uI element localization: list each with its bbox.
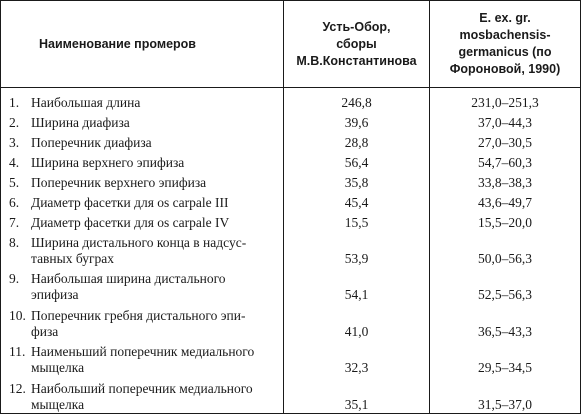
table-row [1,151,581,171]
measurement-name-cell [1,211,284,231]
row-number: 11. [9,343,26,359]
ust-obor-value: 41,0 [284,303,430,340]
measurement-name-cell [1,171,284,191]
measurement-name [9,175,279,191]
table-row [1,88,581,111]
row-number: 6. [9,194,20,210]
ust-obor-value: 246,8 [284,88,430,111]
ust-obor-value: 35,1 [284,376,430,414]
measurement-name [9,215,279,231]
table-row [1,231,581,267]
foronova-range: 231,0–251,3 [430,88,581,111]
measurement-name-cell [1,191,284,211]
measurement-name [9,235,279,251]
measurement-name-line1: Диаметр фасетки для os carpale III [31,194,229,210]
ust-obor-value: 35,8 [284,171,430,191]
measurement-name-line2: физа [31,323,59,339]
measurement-name-line2: тавных буграх [31,250,114,266]
row-number: 1. [9,94,20,110]
measurement-name-line1: Наибольшая ширина дистального [31,270,226,286]
foronova-range: 31,5–37,0 [430,376,581,414]
measurement-name-cell [1,88,284,111]
measurement-name-cell [1,111,284,131]
ust-obor-value: 53,9 [284,231,430,267]
row-number: 2. [9,114,20,130]
ust-obor-value: 28,8 [284,131,430,151]
table-body [1,88,581,414]
header-ust-obor: Усть-Обор, сборы М.В.Константинова [284,1,430,88]
row-number: 8. [9,234,20,250]
table-row [1,191,581,211]
measurement-name-line1: Поперечник гребня дистального эпи- [31,307,246,323]
measurement-name [9,115,279,131]
table-row [1,376,581,414]
foronova-range: 36,5–43,3 [430,303,581,340]
ust-obor-value: 54,1 [284,267,430,303]
measurement-name-line1: Поперечник верхнего эпифиза [31,174,207,190]
measurement-name [9,271,279,287]
table-row [1,131,581,151]
measurement-name-cell [1,131,284,151]
measurement-name [9,344,279,360]
ust-obor-value: 39,6 [284,111,430,131]
row-number: 4. [9,154,20,170]
table-row [1,171,581,191]
measurement-name [9,95,279,111]
table-row [1,303,581,340]
table-row [1,211,581,231]
foronova-range: 52,5–56,3 [430,267,581,303]
foronova-range: 27,0–30,5 [430,131,581,151]
measurement-name-line1: Ширина верхнего эпифиза [31,154,185,170]
foronova-range: 29,5–34,5 [430,340,581,376]
row-number: 9. [9,270,20,286]
measurement-name-line1: Наименьший поперечник медиального [31,343,255,359]
measurement-name-cell [1,231,284,267]
table-row [1,340,581,376]
ust-obor-value: 45,4 [284,191,430,211]
measurement-name-line1: Ширина дистального конца в надсус- [31,234,247,250]
measurement-name [9,381,279,397]
measurement-name-cell [1,376,284,414]
row-number: 7. [9,214,20,230]
measurement-name-cell [1,267,284,303]
measurement-name-line1: Поперечник диафиза [31,134,152,150]
measurement-name [9,155,279,171]
measurement-name [9,195,279,211]
table-row [1,111,581,131]
foronova-range: 50,0–56,3 [430,231,581,267]
header-foronova: E. ex. gr. mosbachensis- germanicus (по Фороновой, 1990) [430,1,581,88]
row-number: 5. [9,174,20,190]
table-row [1,267,581,303]
ust-obor-value: 32,3 [284,340,430,376]
measurement-name-cell [1,151,284,171]
ust-obor-value: 56,4 [284,151,430,171]
measurement-name-line1: Ширина диафиза [31,114,130,130]
header-measurement-name: Наименование промеров [1,1,284,88]
row-number: 12. [9,381,26,396]
foronova-range: 37,0–44,3 [430,111,581,131]
row-number: 3. [9,134,20,150]
ust-obor-value: 15,5 [284,211,430,231]
row-number: 10. [9,307,26,323]
measurement-name-line1: Диаметр фасетки для os carpale IV [31,214,230,230]
measurement-name-cell [1,340,284,376]
measurement-name-line1: Наибольшая длина [31,94,141,110]
measurement-name-line2: мыщелка [31,397,85,412]
foronova-range: 15,5–20,0 [430,211,581,231]
foronova-range: 33,8–38,3 [430,171,581,191]
measurement-name-line2: эпифиза [31,286,79,302]
measurement-name-line2: мыщелка [31,359,85,375]
measurement-name [9,135,279,151]
measurement-name [9,308,279,324]
foronova-range: 43,6–49,7 [430,191,581,211]
measurement-name-cell [1,303,284,340]
measurement-name-line1: Наибольший поперечник медиального [31,381,253,396]
table-header-row [1,1,581,88]
foronova-range: 54,7–60,3 [430,151,581,171]
